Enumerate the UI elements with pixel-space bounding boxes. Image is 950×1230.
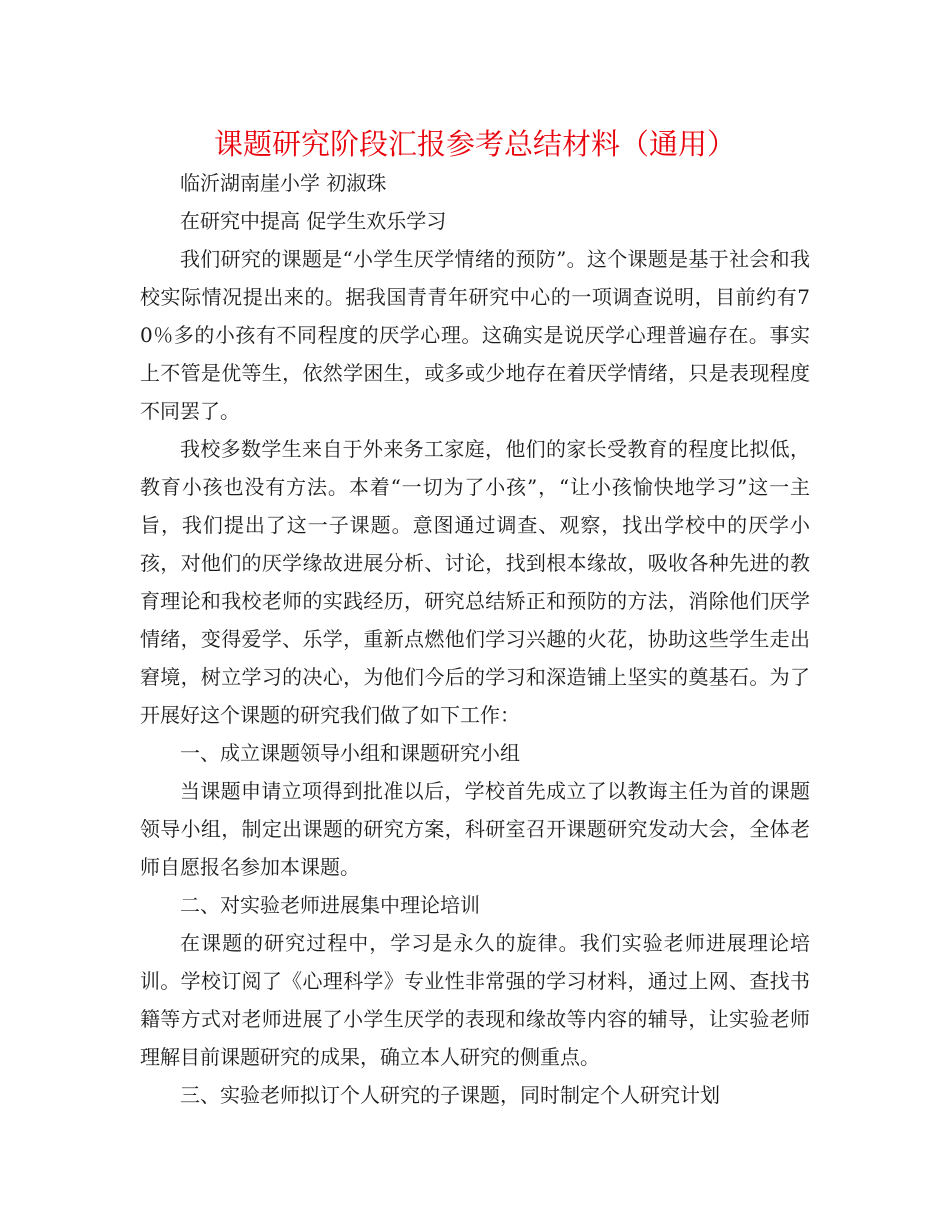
section-heading-2: 二、对实验老师进展集中理论培训 — [180, 893, 480, 917]
section-text-2: 在课题的研究过程中，学习是永久的旋律。我们实验老师进展理论培训。学校订阅了《心理科学》专业性非常强的学习材料，通过上网、查找书籍等方式对老师进展了小学生厌学的表现和缘故等内容的辅导，让实验老师理解目前课题研究的成果，确立本人研究的侧重点。 — [140, 931, 810, 1069]
subtitle: 在研究中提高 促学生欢乐学习 — [180, 209, 447, 233]
author-line: 临沂湖南崖小学 初淑珠 — [180, 171, 387, 195]
document-body — [140, 164, 810, 1114]
document-title: 课题研究阶段汇报参考总结材料（通用） — [213, 127, 736, 161]
section-text-1: 当课题申请立项得到批准以后，学校首先成立了以教诲主任为首的课题领导小组，制定出课题的研究方案，科研室召开课题研究发动大会，全体老师自愿报名参加本课题。 — [140, 779, 810, 879]
section-heading-1: 一、成立课题领导小组和课题研究小组 — [180, 741, 520, 765]
section-heading-3: 三、实验老师拟订个人研究的子课题，同时制定个人研究计划 — [180, 1083, 720, 1107]
paragraph-background: 我校多数学生来自于外来务工家庭，他们的家长受教育的程度比拟低，教育小孩也没有方法。本着“一切为了小孩”，“让小孩愉快地学习”这一主旨，我们提出了这一子课题。意图通过调查、观察，找出学校中的厌学小孩，对他们的厌学缘故进展分析、讨论，找到根本缘故，吸收各种先进的教育理论和我校老师的实践经历，研究总结矫正和预防的方法，消除他们厌学情绪，变得爱学、乐学，重新点燃他们学习兴趣的火花，协助这些学生走出窘境，树立学习的决心，为他们今后的学习和深造铺上坚实的奠基石。为了开展好这个课题的研究我们做了如下工作： — [140, 437, 810, 727]
paragraph-intro: 我们研究的课题是“小学生厌学情绪的预防”。这个课题是基于社会和我校实际情况提出来的。据我国青青年研究中心的一项调查说明，目前约有70％多的小孩有不同程度的厌学心理。这确实是说厌学心理普遍存在。事实上不管是优等生，依然学困生，或多或少地存在着厌学情绪，只是表现程度不同罢了。 — [140, 247, 810, 423]
